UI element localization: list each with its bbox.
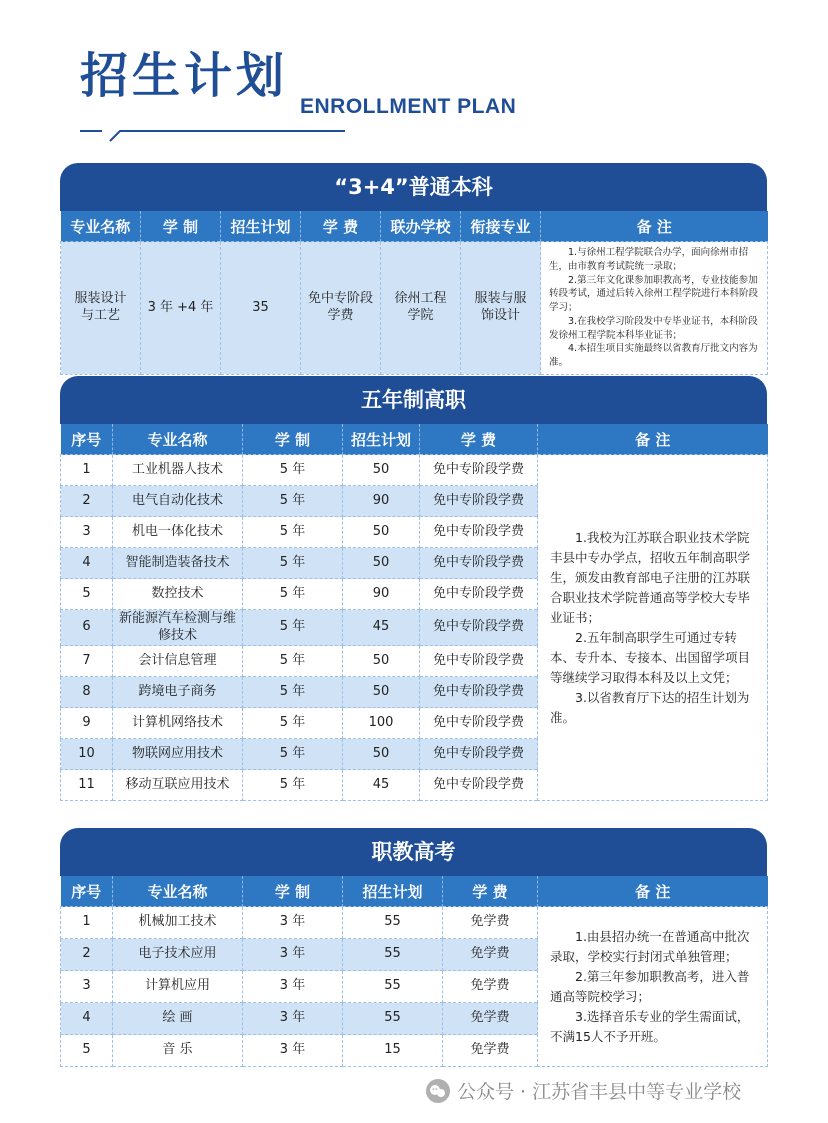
cell-plan: 55 bbox=[343, 971, 443, 1003]
cell-fee: 免中专阶段学费 bbox=[420, 677, 538, 708]
cell-major: 机电一体化技术 bbox=[113, 517, 243, 548]
cell-plan: 90 bbox=[343, 579, 420, 610]
cell-duration: 5 年 bbox=[243, 770, 343, 801]
cell-fee: 免中专阶段学费 bbox=[420, 486, 538, 517]
table-five-year bbox=[60, 424, 768, 801]
cell-index: 4 bbox=[61, 1003, 113, 1035]
cell-major: 计算机网络技术 bbox=[113, 708, 243, 739]
title-underline-decoration bbox=[80, 125, 350, 145]
cell-index: 10 bbox=[61, 739, 113, 770]
page-title: 招生计划 bbox=[80, 48, 289, 104]
cell-fee: 免中专阶段学费 bbox=[301, 242, 381, 375]
col-header: 备 注 bbox=[541, 211, 768, 242]
table-row bbox=[61, 455, 768, 486]
remarks bbox=[538, 907, 768, 1067]
cell-duration: 5 年 bbox=[243, 739, 343, 770]
cell-plan: 100 bbox=[343, 708, 420, 739]
cell-fee: 免中专阶段学费 bbox=[420, 579, 538, 610]
cell-duration: 5 年 bbox=[243, 708, 343, 739]
remark-item: 1.与徐州工程学院联合办学，面向徐州市招生，由市教育考试院统一录取； bbox=[549, 247, 749, 272]
cell-fee: 免学费 bbox=[443, 939, 538, 971]
cell-duration: 3 年 bbox=[243, 939, 343, 971]
cell-fee: 免中专阶段学费 bbox=[420, 646, 538, 677]
section-title: “3+4”普通本科 bbox=[60, 163, 767, 211]
cell-major: 计算机应用 bbox=[113, 971, 243, 1003]
cell-fee: 免中专阶段学费 bbox=[420, 455, 538, 486]
cell-plan: 35 bbox=[221, 242, 301, 375]
col-header: 招生计划 bbox=[343, 424, 420, 455]
cell-duration: 5 年 bbox=[243, 548, 343, 579]
cell-fee: 免中专阶段学费 bbox=[420, 770, 538, 801]
cell-index: 3 bbox=[61, 517, 113, 548]
section-vocational-exam bbox=[60, 828, 767, 1067]
cell-major: 物联网应用技术 bbox=[113, 739, 243, 770]
cell-major: 电气自动化技术 bbox=[113, 486, 243, 517]
cell-plan: 50 bbox=[343, 455, 420, 486]
cell-index: 5 bbox=[61, 1035, 113, 1067]
cell-index: 4 bbox=[61, 548, 113, 579]
col-header: 学 费 bbox=[420, 424, 538, 455]
table-header-row bbox=[61, 876, 768, 907]
col-header: 招生计划 bbox=[343, 876, 443, 907]
col-header: 学 制 bbox=[243, 424, 343, 455]
cell-plan: 50 bbox=[343, 739, 420, 770]
col-header: 衔接专业 bbox=[461, 211, 541, 242]
table-header-row bbox=[61, 424, 768, 455]
watermark-text: 公众号 · 江苏省丰县中等专业学校 bbox=[457, 1081, 742, 1103]
cell-index: 7 bbox=[61, 646, 113, 677]
col-header: 序号 bbox=[61, 876, 113, 907]
col-header: 专业名称 bbox=[113, 424, 243, 455]
cell-duration: 3 年 bbox=[243, 971, 343, 1003]
section-five-year bbox=[60, 376, 767, 801]
cell-plan: 45 bbox=[343, 610, 420, 646]
cell-plan: 50 bbox=[343, 677, 420, 708]
col-header: 序号 bbox=[61, 424, 113, 455]
cell-duration: 5 年 bbox=[243, 455, 343, 486]
remark-item: 4.本招生项目实施最终以省教育厅批文内容为准。 bbox=[549, 343, 758, 369]
table-3plus4 bbox=[60, 211, 768, 375]
cell-duration: 5 年 bbox=[243, 610, 343, 646]
cell-major: 机械加工技术 bbox=[113, 907, 243, 939]
cell-fee: 免中专阶段学费 bbox=[420, 739, 538, 770]
cell-major: 跨境电子商务 bbox=[113, 677, 243, 708]
cell-major: 音 乐 bbox=[113, 1035, 243, 1067]
wechat-watermark bbox=[425, 1077, 741, 1104]
col-header: 备 注 bbox=[538, 424, 768, 455]
cell-index: 11 bbox=[61, 770, 113, 801]
cell-major: 绘 画 bbox=[113, 1003, 243, 1035]
table-vocational-exam bbox=[60, 876, 768, 1067]
remark-item: 3.在我校学习阶段发中专毕业证书，本科阶段发徐州工程学院本科毕业证书； bbox=[549, 315, 758, 341]
cell-linked-major: 服装与服饰设计 bbox=[461, 242, 541, 375]
cell-major: 智能制造装备技术 bbox=[113, 548, 243, 579]
cell-plan: 55 bbox=[343, 907, 443, 939]
cell-index: 1 bbox=[61, 907, 113, 939]
cell-duration: 3 年 +4 年 bbox=[141, 242, 221, 375]
cell-duration: 3 年 bbox=[243, 1035, 343, 1067]
cell-major: 电子技术应用 bbox=[113, 939, 243, 971]
remark-item: 2.第三年参加职教高考，进入普通高等院校学习； bbox=[550, 968, 750, 1004]
cell-major: 工业机器人技术 bbox=[113, 455, 243, 486]
section-title: 职教高考 bbox=[60, 828, 767, 876]
cell-index: 2 bbox=[61, 486, 113, 517]
table-row bbox=[61, 907, 768, 939]
remark-item: 1.由县招办统一在普通高中批次录取，学校实行封闭式单独管理； bbox=[550, 928, 750, 964]
cell-duration: 5 年 bbox=[243, 579, 343, 610]
remarks bbox=[541, 242, 768, 375]
col-header: 专业名称 bbox=[113, 876, 243, 907]
col-header: 备 注 bbox=[538, 876, 768, 907]
cell-plan: 55 bbox=[343, 1003, 443, 1035]
cell-major: 服装设计与工艺 bbox=[61, 242, 141, 375]
col-header: 学 费 bbox=[443, 876, 538, 907]
cell-major: 移动互联应用技术 bbox=[113, 770, 243, 801]
table-header-row bbox=[61, 211, 768, 242]
cell-fee: 免中专阶段学费 bbox=[420, 548, 538, 579]
cell-plan: 50 bbox=[343, 517, 420, 548]
col-header: 联办学校 bbox=[381, 211, 461, 242]
cell-fee: 免中专阶段学费 bbox=[420, 708, 538, 739]
cell-duration: 3 年 bbox=[243, 1003, 343, 1035]
cell-index: 1 bbox=[61, 455, 113, 486]
cell-index: 9 bbox=[61, 708, 113, 739]
remark-item: 2.第三年文化课参加职教高考，专业技能参加转段考试，通过后转入徐州工程学院进行本科阶段学习； bbox=[549, 274, 759, 314]
cell-plan: 90 bbox=[343, 486, 420, 517]
cell-partner-school: 徐州工程学院 bbox=[381, 242, 461, 375]
cell-index: 2 bbox=[61, 939, 113, 971]
col-header: 招生计划 bbox=[221, 211, 301, 242]
cell-plan: 55 bbox=[343, 939, 443, 971]
page-subtitle: ENROLLMENT PLAN bbox=[300, 95, 517, 118]
remark-item: 2.五年制高职学生可通过专转本、专升本、专接本、出国留学项目等继续学习取得本科及以上文凭； bbox=[550, 629, 751, 685]
cell-duration: 5 年 bbox=[243, 646, 343, 677]
cell-duration: 3 年 bbox=[243, 907, 343, 939]
cell-fee: 免中专阶段学费 bbox=[420, 517, 538, 548]
cell-fee: 免学费 bbox=[443, 1003, 538, 1035]
col-header: 学 费 bbox=[301, 211, 381, 242]
cell-duration: 5 年 bbox=[243, 517, 343, 548]
cell-fee: 免学费 bbox=[443, 907, 538, 939]
remark-item: 1.我校为江苏联合职业技术学院丰县中专办学点，招收五年制高职学生，颁发由教育部电子注册的江苏联合职业技术学院普通高等学校大专毕业证书； bbox=[550, 529, 751, 625]
table-row bbox=[61, 242, 768, 375]
cell-plan: 50 bbox=[343, 646, 420, 677]
section-3plus4 bbox=[60, 163, 767, 375]
col-header: 学 制 bbox=[141, 211, 221, 242]
cell-duration: 5 年 bbox=[243, 486, 343, 517]
cell-index: 8 bbox=[61, 677, 113, 708]
remark-item: 3.以省教育厅下达的招生计划为准。 bbox=[550, 689, 750, 725]
remark-item: 3.选择音乐专业的学生需面试，不满15人不予开班。 bbox=[550, 1008, 750, 1044]
cell-index: 5 bbox=[61, 579, 113, 610]
cell-index: 3 bbox=[61, 971, 113, 1003]
cell-major: 新能源汽车检测与维修技术 bbox=[113, 610, 243, 646]
cell-plan: 15 bbox=[343, 1035, 443, 1067]
cell-plan: 50 bbox=[343, 548, 420, 579]
cell-fee: 免学费 bbox=[443, 1035, 538, 1067]
col-header: 专业名称 bbox=[61, 211, 141, 242]
cell-duration: 5 年 bbox=[243, 677, 343, 708]
remarks bbox=[538, 455, 768, 801]
wechat-icon bbox=[425, 1078, 451, 1104]
cell-major: 数控技术 bbox=[113, 579, 243, 610]
cell-fee: 免学费 bbox=[443, 971, 538, 1003]
cell-plan: 45 bbox=[343, 770, 420, 801]
cell-major: 会计信息管理 bbox=[113, 646, 243, 677]
cell-fee: 免中专阶段学费 bbox=[420, 610, 538, 646]
cell-index: 6 bbox=[61, 610, 113, 646]
col-header: 学 制 bbox=[243, 876, 343, 907]
section-title: 五年制高职 bbox=[60, 376, 767, 424]
